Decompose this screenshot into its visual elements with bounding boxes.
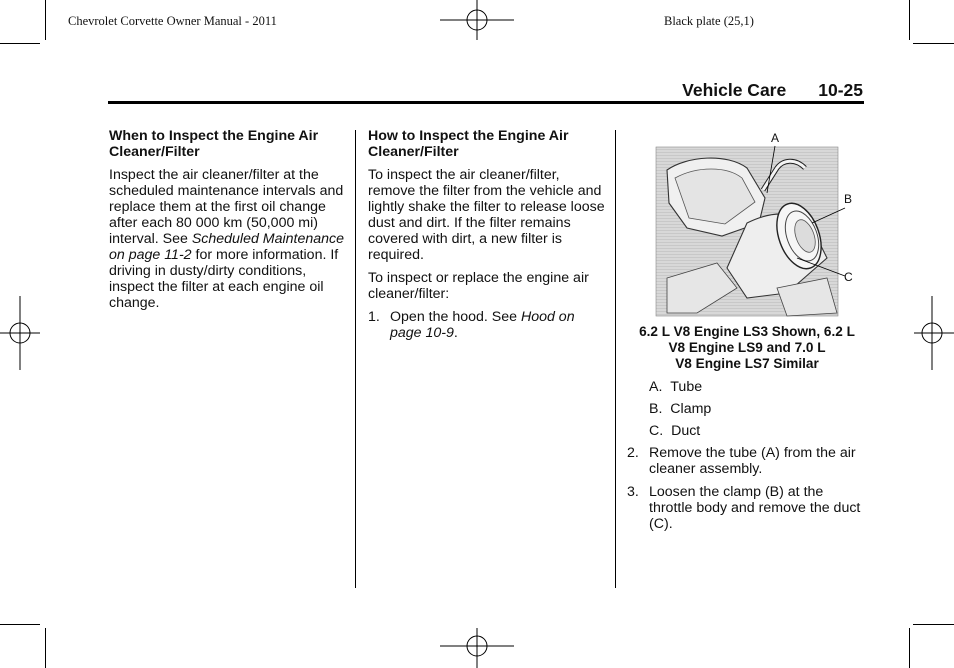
when-to-inspect-heading: When to Inspect the Engine Air Cleaner/Filter xyxy=(109,128,319,160)
registration-mark-top xyxy=(440,0,514,44)
column-2 xyxy=(368,128,606,348)
column-1 xyxy=(109,128,345,318)
hood-link[interactable]: Hood on page 10-9 xyxy=(390,309,575,341)
figure-label-c: C xyxy=(844,270,853,284)
header-rule xyxy=(108,101,864,104)
plate-title: Chevrolet Corvette Owner Manual - 2011 xyxy=(68,14,277,28)
how-to-inspect-paragraph: To inspect the air cleaner/filter, remove the filter from the vehicle and lightly shake the filter to release loose dust and dirt. If the filter remains covered with dirt, a new filter is required. xyxy=(368,167,605,263)
how-to-inspect-heading: How to Inspect the Engine Air Cleaner/Filter xyxy=(368,128,569,160)
figure-label-b: B xyxy=(844,192,853,206)
section-title: Vehicle Care xyxy=(682,80,787,100)
figure-label-a: A xyxy=(771,131,780,145)
legend-item-a: A. Tube xyxy=(649,379,703,395)
when-to-inspect-paragraph: Inspect the air cleaner/filter at the scheduled maintenance intervals and replace them at the first oil change after each 80 000 km (50,000 mi) interval. See Scheduled Maintenance on page 11-2 for more information. If driving in dusty/dirty conditions, inspect the filter at each engine oil change. xyxy=(109,167,345,311)
registration-mark-bottom xyxy=(440,624,514,668)
section-header xyxy=(682,80,863,101)
page-number: 10-25 xyxy=(818,80,863,100)
registration-mark-left xyxy=(0,296,44,370)
figure-caption: 6.2 L V8 Engine LS3 Shown, 6.2 L V8 Engine LS9 and 7.0 L V8 Engine LS7 Similar xyxy=(639,324,855,371)
registration-mark-right xyxy=(910,296,954,370)
step-1: 1. Open the hood. See Hood on page 10-9. xyxy=(368,309,575,341)
inspect-intro-paragraph: To inspect or replace the engine air cleaner/filter: xyxy=(368,270,589,302)
engine-air-cleaner-figure xyxy=(627,128,867,318)
column-divider-2 xyxy=(615,130,616,588)
column-3 xyxy=(627,324,867,539)
legend-item-c: C. Duct xyxy=(649,423,701,439)
step-2: 2. Remove the tube (A) from the air cleaner assembly. xyxy=(627,445,856,477)
scheduled-maintenance-link[interactable]: Scheduled Maintenance on page 11-2 xyxy=(109,231,345,263)
legend-item-b: B. Clamp xyxy=(649,401,712,417)
plate-number: Black plate (25,1) xyxy=(664,14,754,28)
step-3: 3. Loosen the clamp (B) at the throttle body and remove the duct (C). xyxy=(627,484,861,532)
engine-illustration xyxy=(627,128,867,318)
column-divider-1 xyxy=(355,130,356,588)
